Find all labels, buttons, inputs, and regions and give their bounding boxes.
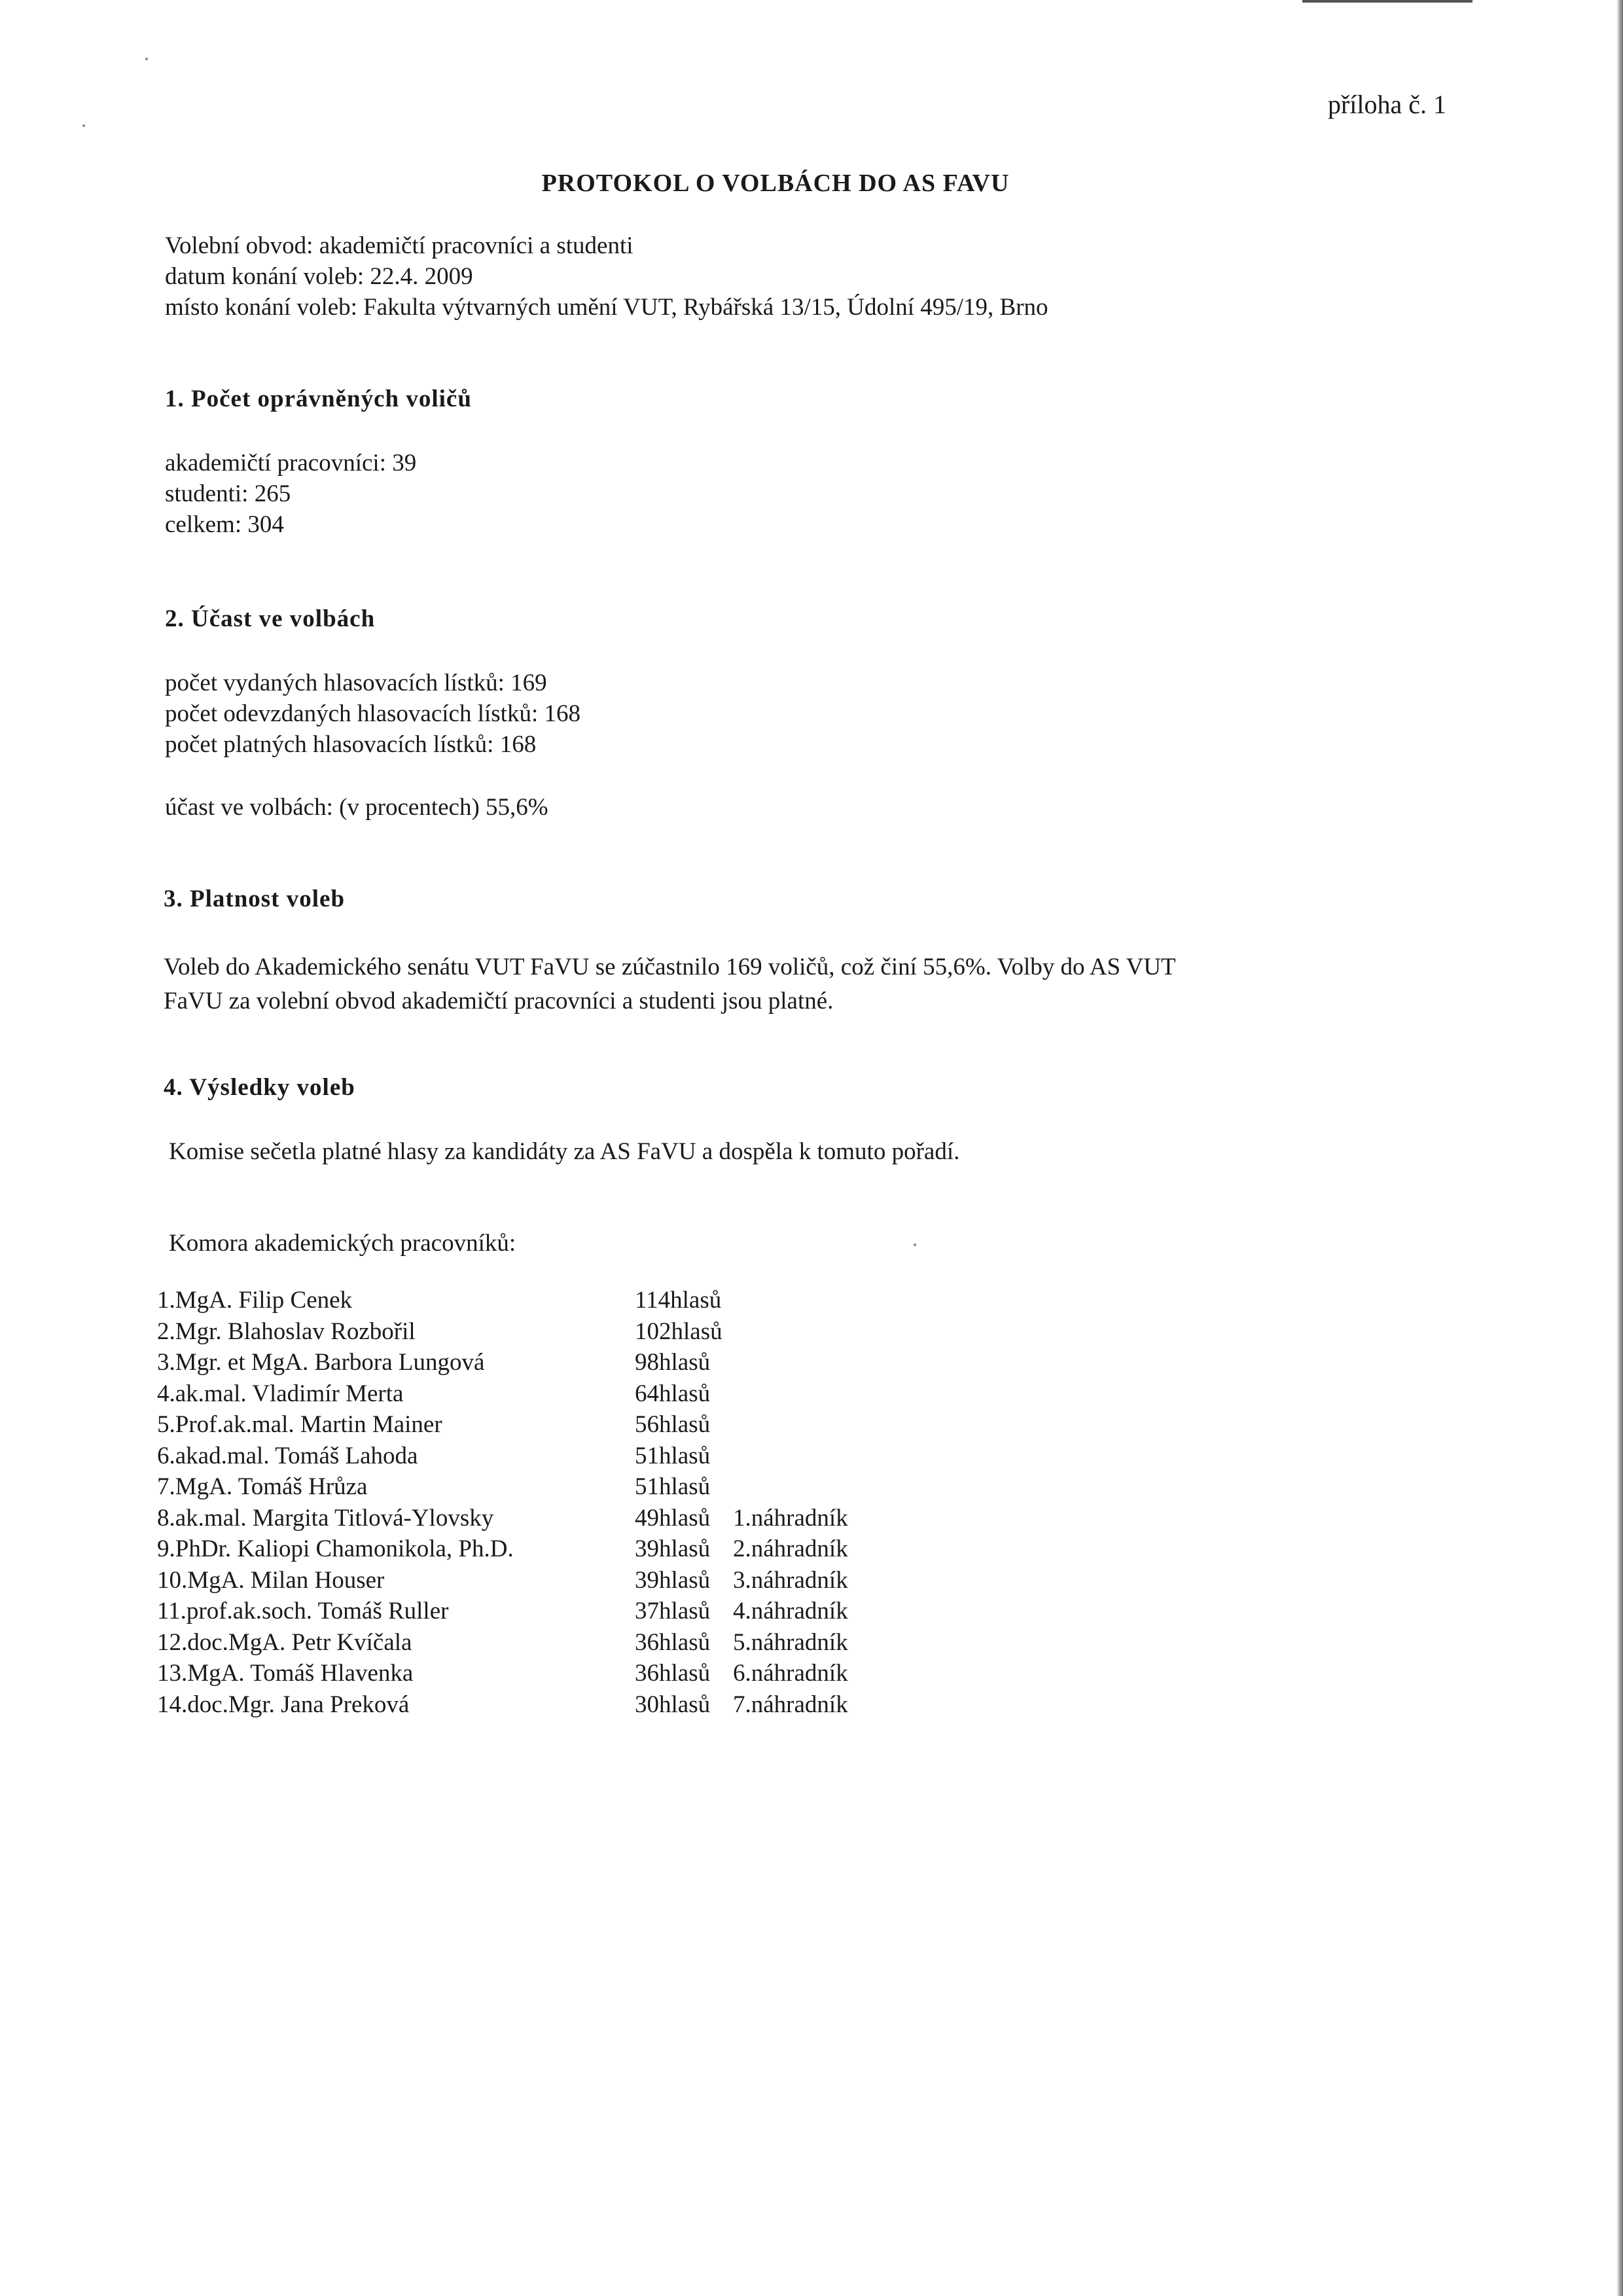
candidate-votes: 114hlasů bbox=[635, 1287, 722, 1314]
candidate-name: 2.Mgr. Blahoslav Rozbořil bbox=[157, 1318, 416, 1345]
candidate-name: 4.ak.mal. Vladimír Merta bbox=[157, 1380, 404, 1407]
ballots-returned: počet odevzdaných hlasovacích lístků: 168 bbox=[165, 700, 580, 727]
section-2-body bbox=[165, 668, 580, 760]
candidate-votes: 37hlasů bbox=[635, 1598, 711, 1624]
candidate-votes: 39hlasů bbox=[635, 1535, 711, 1562]
candidate-votes: 30hlasů bbox=[635, 1691, 711, 1718]
candidate-substitute: 1.náhradník bbox=[733, 1504, 848, 1532]
candidate-name: 8.ak.mal. Margita Titlová-Ylovsky bbox=[157, 1504, 494, 1532]
election-meta bbox=[165, 230, 1048, 323]
candidate-substitute: 6.náhradník bbox=[733, 1660, 848, 1687]
chamber-label: Komora akademických pracovníků: bbox=[169, 1230, 516, 1257]
scan-speck bbox=[145, 58, 148, 60]
results-intro: Komise sečetla platné hlasy za kandidáty za AS FaVU a dospěla k tomuto pořadí. bbox=[169, 1138, 960, 1165]
eligible-total: celkem: 304 bbox=[165, 511, 284, 538]
candidate-name: 10.MgA. Milan Houser bbox=[157, 1566, 385, 1594]
election-date: datum konání voleb: 22.4. 2009 bbox=[165, 263, 473, 290]
candidate-name: 3.Mgr. et MgA. Barbora Lungová bbox=[157, 1349, 485, 1376]
scan-speck bbox=[82, 124, 85, 127]
candidate-name: 7.MgA. Tomáš Hrůza bbox=[157, 1473, 368, 1500]
annex-label: příloha č. 1 bbox=[1327, 90, 1446, 119]
ballots-valid: počet platných hlasovacích lístků: 168 bbox=[165, 731, 537, 758]
candidate-name: 5.Prof.ak.mal. Martin Mainer bbox=[157, 1411, 442, 1438]
candidate-votes: 36hlasů bbox=[635, 1660, 711, 1687]
candidate-substitute: 2.náhradník bbox=[733, 1535, 848, 1562]
candidate-name: 11.prof.ak.soch. Tomáš Ruller bbox=[157, 1598, 449, 1624]
candidate-substitute: 5.náhradník bbox=[733, 1628, 848, 1656]
scan-top-mark bbox=[1302, 0, 1472, 3]
candidate-votes: 39hlasů bbox=[635, 1566, 711, 1594]
section-1-body bbox=[165, 448, 416, 540]
candidate-substitute: 7.náhradník bbox=[733, 1691, 848, 1718]
eligible-students: studenti: 265 bbox=[165, 480, 291, 507]
candidate-name: 1.MgA. Filip Cenek bbox=[157, 1287, 353, 1314]
candidate-votes: 64hlasů bbox=[635, 1380, 711, 1407]
candidate-votes: 102hlasů bbox=[635, 1318, 722, 1345]
candidate-votes: 98hlasů bbox=[635, 1349, 711, 1376]
candidate-votes: 36hlasů bbox=[635, 1628, 711, 1656]
section-3-heading: 3. Platnost voleb bbox=[164, 886, 346, 912]
section-2-heading: 2. Účast ve volbách bbox=[165, 605, 376, 632]
document-title: PROTOKOL O VOLBÁCH DO AS FAVU bbox=[541, 170, 1010, 197]
ballots-issued: počet vydaných hlasovacích lístků: 169 bbox=[165, 670, 547, 696]
validity-line-1: Voleb do Akademického senátu VUT FaVU se zúčastnilo 169 voličů, což činí 55,6%. Volby do AS VUT bbox=[164, 954, 1176, 980]
scan-speck bbox=[914, 1244, 916, 1246]
candidate-votes: 51hlasů bbox=[635, 1473, 711, 1500]
section-1-heading: 1. Počet oprávněných voličů bbox=[165, 386, 472, 412]
candidate-votes: 56hlasů bbox=[635, 1411, 711, 1438]
candidate-substitute: 3.náhradník bbox=[733, 1566, 848, 1594]
validity-line-2: FaVU za volební obvod akademičtí pracovníci a studenti jsou platné. bbox=[164, 988, 834, 1014]
candidate-name: 13.MgA. Tomáš Hlavenka bbox=[157, 1660, 414, 1687]
candidate-name: 9.PhDr. Kaliopi Chamonikola, Ph.D. bbox=[157, 1535, 514, 1562]
candidate-substitute: 4.náhradník bbox=[733, 1598, 848, 1624]
election-place: místo konání voleb: Fakulta výtvarných umění VUT, Rybářská 13/15, Údolní 495/19, Brno bbox=[165, 294, 1048, 321]
section-4-heading: 4. Výsledky voleb bbox=[164, 1074, 355, 1101]
participation-line: účast ve volbách: (v procentech) 55,6% bbox=[165, 794, 548, 821]
election-district: Volební obvod: akademičtí pracovníci a studenti bbox=[165, 232, 633, 259]
candidate-votes: 49hlasů bbox=[635, 1504, 711, 1532]
candidate-votes: 51hlasů bbox=[635, 1442, 711, 1469]
scan-edge-shadow bbox=[1616, 0, 1623, 2296]
eligible-staff: akademičtí pracovníci: 39 bbox=[165, 450, 417, 476]
candidate-name: 6.akad.mal. Tomáš Lahoda bbox=[157, 1442, 418, 1469]
section-3-body bbox=[164, 950, 1176, 1018]
candidate-name: 12.doc.MgA. Petr Kvíčala bbox=[157, 1628, 412, 1656]
candidate-name: 14.doc.Mgr. Jana Preková bbox=[157, 1691, 410, 1718]
